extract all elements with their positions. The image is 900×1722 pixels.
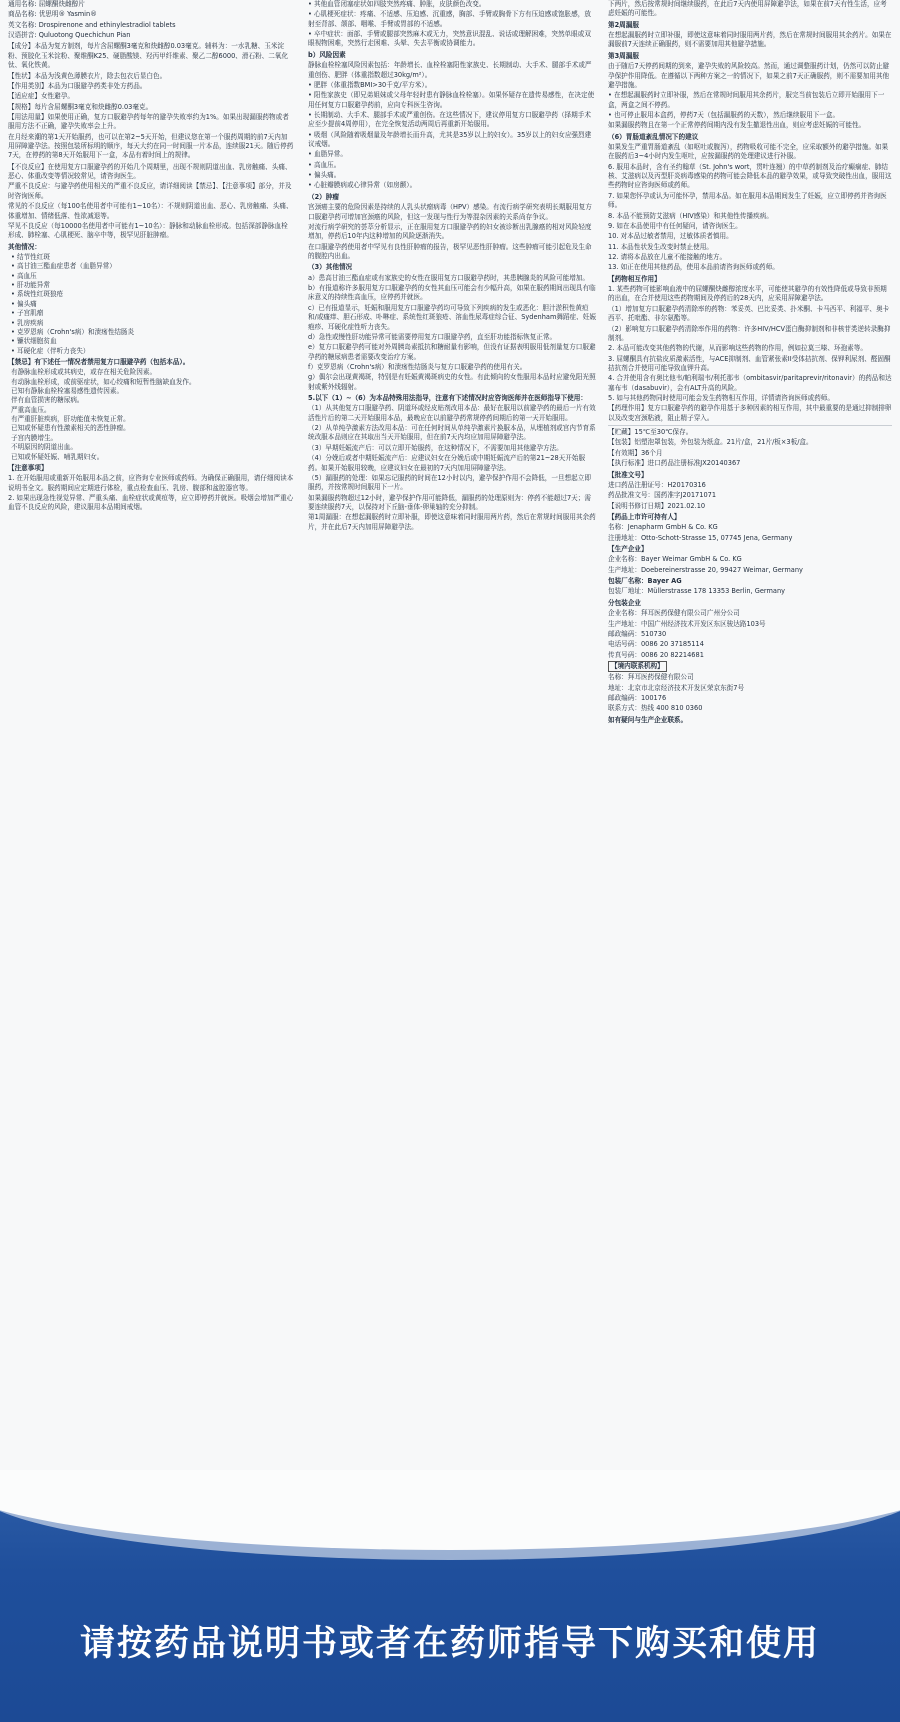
week3-title: 第3周漏服: [608, 51, 639, 60]
list-item: 有动脉血栓形成，或前驱症状，如心绞痛和短暂性脑缺血发作。: [11, 377, 196, 386]
paragraph: • 吸烟（风险随着吸烟量及年龄增长而升高，尤其是35岁以上的妇女）。35岁以上的妇女应强烈建议戒烟。: [308, 130, 592, 149]
numbered-item: 7. 如果您怀孕或认为可能怀孕，禁用本品。如在服用本品期间发生了妊娠，应立即停药并咨询医师。: [608, 191, 887, 210]
paragraph: 如果漏服药物且在第一个正常停药间期内没有发生撤退性出血，则应考虑妊娠的可能性。: [608, 121, 866, 130]
tumor-title: （2）肿瘤: [308, 192, 339, 201]
leaflet-column-3: [608, 0, 892, 1456]
numbered-item: 13. 如正在使用其他药品，使用本品前请咨询医师或药师。: [608, 263, 779, 272]
paragraph: • 卒中症状：面部、手臂或腿部突然麻木或无力，突然意识混乱、说话或理解困难，突然单眼或双眼视物困难，突然行走困难、头晕、失去平衡或协调能力。: [308, 30, 591, 48]
numbered-item: 10. 对本品过敏者禁用，过敏体质者慎用。: [608, 232, 733, 241]
list-item: • 镰状细胞贫血: [11, 337, 57, 346]
precaution-title: 【注意事项】: [8, 463, 48, 472]
paragraph: 对流行病学研究的荟萃分析显示，正在服用复方口服避孕药的妇女被诊断出乳腺癌的相对风险轻度增加，停药后10年内这种增加的风险逐渐消失。: [308, 222, 592, 241]
category-section: 【作用类别】本品为口服避孕药类非处方药品。: [8, 81, 147, 90]
numbered-item: 9. 如在本品使用中有任何疑问，请咨询医生。: [608, 221, 742, 230]
composition-section: 【成分】本品为复方制剂，每片含屈螺酮3毫克和炔雌醇0.03毫克。辅料为：一水乳糖、玉米淀粉、预胶化玉米淀粉、聚维酮K25、硬脂酸镁、羟丙甲纤维素、聚乙二醇6000、滑石粉、二氧化钛、氧化铁黄。: [8, 42, 289, 70]
list-item: • 高甘油三酯血症患者（血脂异常）: [11, 262, 116, 271]
distributor-item: 生产地址：中国广州经济技术开发区东区骏达路103号: [608, 619, 766, 628]
paragraph: f）克罗恩病（Crohn's病）和溃疡性结肠炎与复方口服避孕药的使用有关。: [308, 362, 527, 371]
validity-section: 【有效期】36个月: [608, 448, 663, 457]
list-item: 有静脉血栓形成或其病史，或存在相关危险因素。: [11, 368, 157, 377]
other-conditions-title: （3）其他情况: [308, 263, 353, 272]
footer-slogan: 请按药品说明书或者在药师指导下购买和使用: [79, 1624, 820, 1664]
list-item: 已知或怀疑患有性激素相关的恶性肿瘤。: [11, 424, 130, 433]
paragraph: b）有报道称许多服用复方口服避孕药的女性其血压可能会有少幅升高，如果在服药期间出现具有临床意义的持续性高血压，应停药并就医。: [308, 284, 596, 302]
paragraph: 在口服避孕药使用者中罕见有良性肝肿瘤的报告，极罕见恶性肝肿瘤。这些肿瘤可能引起危及生命的腹腔内出血。: [308, 242, 592, 260]
paragraph: • 血脂异常。: [308, 150, 347, 159]
paragraph: 宫颈癌主要的危险因素是持续的人乳头状瘤病毒（HPV）感染。有流行病学研究表明长期服用复方口服避孕药可增加宫颈癌的风险，但这一发现与性行为等混杂因素的关系尚存争议。: [308, 203, 592, 221]
paragraph: • 其他血管闭塞症状如四肢突然疼痛、肿胀，皮肤颜色改变。: [308, 0, 486, 8]
list-item: 不明原因的阴道出血。: [11, 443, 77, 452]
precaution-item: 1. 在开始服用或重新开始服用本品之前，应咨询专业医师或药师。为确保正确服用，请仔细阅读本说明书全文。服药期间应定期进行体检，重点检查血压、乳房、腹部和盆腔器官等。: [8, 474, 294, 492]
paragraph: 4. 合并使用含有奥比他韦/帕利瑞韦/利托那韦（ombitasvir/paritaprevir/ritonavir）的药品和达塞布韦（dasabuvir），会有ALT升高的风险。: [608, 374, 892, 392]
paragraph: 由于随后7天停药间期的到来，避孕失败的风险较高。然而，通过调整服药计划，仍然可以防止避孕保护作用降低。在遵循以下两种方案之一的情况下，如果之前7天正确服药，则不需要加用其他避孕措施。: [608, 62, 890, 89]
precaution-item: 2. 如果出现急性视觉异常、严重头痛、血栓症状或黄疸等，应立即停药并就医。吸烟会增加严重心血管不良反应的风险，建议服用本品期间戒烟。: [8, 493, 294, 512]
contact-item: 名称：拜耳医药保健有限公司: [608, 673, 694, 682]
packager-item: 包装厂地址：Müllerstrasse 178 13353 Berlin, Germany: [608, 587, 786, 596]
package-section: 【包装】铝塑泡罩包装，外包装为纸盒。21片/盒，21片/板×3板/盒。: [608, 438, 813, 447]
list-item: 严重高血压。: [11, 405, 51, 414]
gi-title: （6）胃肠道紊乱情况下的建议: [608, 132, 699, 141]
list-item: • 系统性红斑狼疮: [11, 290, 64, 299]
approval-item: 药品批准文号：国药准字J20171071: [608, 491, 717, 500]
list-item: • 耳硬化症（伴听力丧失）: [11, 346, 90, 355]
paragraph: g）偶尔会出现黄褐斑，特别是有妊娠黄褐斑病史的女性。有此倾向的女性服用本品时应避免阳光照射或紫外线辐射。: [308, 373, 596, 391]
paragraph: c）已有报道显示，妊娠和服用复方口服避孕药均可导致下列疾病的发生或恶化：胆汁淤积性黄疸和/或瘙痒、胆石形成、卟啉症、系统性红斑狼疮、溶血性尿毒症综合征、Sydenham舞蹈症、妊娠疱疹、耳硬化症性听力丧失。: [308, 303, 596, 331]
contact-item: 邮政编码：100176: [608, 694, 667, 703]
paragraph: • 也可停止服用本盒药，停药7天（包括漏服药的天数），然后继续服用下一盒。: [608, 110, 840, 119]
risk-factors-title: b）风险因素: [308, 50, 346, 59]
paragraph: • 心肌梗死症状：疼痛、不适感、压迫感、沉重感，胸部、手臂或胸骨下方有压迫感或饱胀感，放射至背部、颌部、咽喉、手臂或胃部的不适感。: [308, 10, 591, 28]
list-item: • 结节性红斑: [11, 252, 50, 261]
usage-detail: 在月经来潮的第1天开始服药，也可以在第2~5天开始，但建议您在第一个服药周期的前7天内加用屏障避孕法。按照包装所标明的顺序，每天大约在同一时间服一片本品，连续服21天。随后停药7天，在停药的第8天开始服用下一盒，本品有着时间上的规律。: [8, 132, 294, 160]
numbered-item: 8. 本品不能预防艾滋病（HIV感染）和其他性传播疾病。: [608, 211, 773, 220]
paragraph: 下两片，然后按常规时间继续服药，在此后7天内使用屏障避孕法，如果在前7天有性生活，应考虑妊娠的可能性。: [608, 0, 887, 18]
serious-adverse: 严重不良反应：与避孕药使用相关的严重不良反应，请详细阅读【禁忌】、【注意事项】部分，并及时咨询医师。: [8, 182, 292, 200]
interaction-title: 【药物相互作用】: [608, 274, 661, 283]
distributor-item: 电话号码：0086 20 37185114: [608, 640, 704, 649]
paragraph: （4）分娩后或者中期妊娠流产后：应建议妇女在分娩后或中期妊娠流产后的第21~28天开始服药。如果开始服用较晚，应建议妇女在最初的7天内加用屏障避孕法。: [308, 454, 586, 472]
character-section: 【性状】本品为浅黄色薄膜衣片，除去包衣后显白色。: [8, 71, 167, 80]
numbered-item: 11. 本品性状发生改变时禁止使用。: [608, 242, 713, 251]
paragraph: • 偏头痛。: [308, 171, 341, 180]
mah-item: 注册地址：Otto-Schott-Strasse 15, 07745 Jena, Germany: [608, 533, 793, 542]
paragraph: a）患高甘油三酯血症或有家族史的女性在服用复方口服避孕药时，其患胰腺炎的风险可能增加。: [308, 273, 589, 282]
paragraph: • 高血压。: [308, 160, 341, 169]
leaflet-column-1: [8, 0, 294, 1456]
other-conditions-title: 其他情况：: [8, 242, 41, 251]
contact-item: 地址：北京市北京经济技术开发区荣京东街7号: [608, 683, 745, 692]
generic-name: 通用名称: 屈螺酮炔雌醇片: [8, 0, 85, 8]
special-usage-title: 5.以下（1）~（6）为本品特殊用法指导，注意有下述情况时应咨询医师并在医师指导下使用：: [308, 394, 587, 403]
paragraph: 在想起漏服药时立即补服，即使这意味着同时服用两片药，然后在常规时间服用其余药片。如果在漏服前7天连续正确服药，则不需要加用其他避孕措施。: [608, 31, 892, 49]
other-conditions-list: [8, 253, 294, 356]
approval-title: 【批准文号】: [608, 470, 648, 479]
common-adverse: 常见的不良反应（每100名使用者中可能有1~10名）：不规则阴道出血、恶心、乳房触痛、头痛、体重增加、情绪低落、性欲减退等。: [8, 202, 293, 220]
standard-section: 【执行标准】进口药品注册标准JX20140367: [608, 459, 741, 468]
paragraph: （5）漏服药的处理：如果忘记服药的时间在12小时以内，避孕保护作用不会降低，一旦想起立即服药，并按常规时间服用下一片。: [308, 473, 591, 492]
brand-name: 商品名称: 优思明® Yasmin®: [8, 10, 97, 19]
english-name: 英文名称: Drospirenone and ethinylestradiol tablets: [8, 20, 176, 29]
paragraph: • 心脏瓣膜病或心律异常（如房颤）。: [308, 181, 417, 190]
paragraph: （1）增加复方口服避孕药清除率的药物：苯妥英、巴比妥类、扑米酮、卡马西平、利福平、奥卡西平、托吡酯、非尔氨酯等。: [608, 304, 890, 323]
approval-item: 进口药品注册证号：H20170316: [608, 480, 706, 489]
packager-title: 包装厂名称：Bayer AG: [608, 577, 682, 586]
list-item: • 高血压: [11, 271, 37, 280]
list-item: 已知有静脉血栓栓塞易感性遗传因素。: [11, 387, 124, 396]
paragraph: 第1周漏服：在想起漏服药时立即补服，即使这意味着同时服用两片药，然后在常规时间服用其余药片，并在此后7天内加用屏障避孕法。: [308, 513, 596, 531]
list-item: 已知或怀疑妊娠、哺乳期妇女。: [11, 452, 104, 461]
paragraph: • 肥胖（体重指数BMI>30千克/平方米）。: [308, 80, 432, 89]
distributor-item: 邮政编码：510730: [608, 629, 667, 638]
list-item: • 乳房疾病: [11, 318, 44, 327]
list-item: • 克罗恩病（Crohn's病）和溃疡性结肠炎: [11, 327, 135, 336]
footer-banner: [0, 1470, 900, 1722]
contraindication-list: [8, 368, 294, 462]
paragraph: • 在想起漏服药时立即补服，然后在常规时间服用其余药片，服完当前包装后立即开始服用下一盒，两盒之间不停药。: [608, 91, 885, 109]
paragraph: e）复方口服避孕药可能对外周胰岛素抵抗和糖耐量有影响，但没有证据表明服用低剂量复方口服避孕药的糖尿病患者需要改变治疗方案。: [308, 343, 596, 361]
paragraph: 静脉血栓栓塞风险因素包括：年龄增长、血栓栓塞阳性家族史、长期制动、大手术、腿部手术或严重创伤、肥胖（体重指数超过30kg/m²）。: [308, 61, 592, 79]
mah-title: 【药品上市许可持有人】: [608, 512, 681, 521]
banner-curve-highlight: [0, 1470, 900, 1560]
adverse-section: 【不良反应】在使用复方口服避孕药的开始几个周期里，出现不规则阴道出血、乳房触痛、头痛、恶心、体重改变等情况较常见，请咨询医生。: [8, 162, 292, 181]
paragraph: • 长期制动、大手术、腿部手术或严重创伤。在这些情况下，建议停用复方口服避孕药（择期手术应至少提前4周停用），在完全恢复活动两周后再重新开始服用。: [308, 110, 591, 129]
indication-section: 【适应症】女性避孕。: [8, 92, 74, 101]
usage-section: 【用法用量】如果使用正确，复方口服避孕药每年的避孕失败率约为1%。如果出现漏服药物或者服用方法不正确，避孕失败率会上升。: [8, 112, 289, 131]
leaflet-column-2: [308, 0, 596, 1456]
manufacturer-item: 生产地址：Doebereinerstrasse 20, 99427 Weimar, Germany: [608, 565, 803, 574]
list-item: • 偏头痛: [11, 299, 37, 308]
paragraph: 1. 某些药物可能影响血液中的屈螺酮炔雌醇浓度水平，可能使其避孕的有效性降低或导致非预期的出血，在合并使用这些药物期间及停药后的28天内，应采用屏障避孕法。: [608, 285, 887, 303]
list-item: 子宫内膜增生。: [11, 433, 58, 442]
spec-section: 【规格】每片含屈螺酮3毫克和炔雌醇0.03毫克。: [8, 102, 153, 111]
distributor-item: 企业名称：拜耳医药保健有限公司广州分公司: [608, 609, 740, 618]
list-item: 有严重肝脏疾病，肝功能值未恢复正常。: [11, 415, 130, 424]
manufacturer-title: 【生产企业】: [608, 545, 648, 554]
paragraph: 3. 屈螺酮具有抗盐皮质激素活性，与ACE抑制剂、血管紧张素II受体拮抗剂、保钾利尿剂、醛固酮拮抗剂合并使用可能导致血钾升高。: [608, 354, 891, 372]
pinyin-name: 汉语拼音: Quluotong Quechichun Pian: [8, 31, 131, 40]
paragraph: （2）从单纯孕激素方法改用本品：可在任何时间从单纯孕激素片换服本品，从埋植剂或宫内节育系统改服本品则应在其取出当天开始服用，但在前7天内均应加用屏障避孕法。: [308, 424, 596, 442]
paragraph: 如果漏服药物超过12小时，避孕保护作用可能降低，漏服药的处理原则为：停药不能超过7天；需要连续服药7天，以保持对下丘脑-垂体-卵巢轴的充分抑制。: [308, 493, 591, 511]
distributor-title: 分包装企业: [608, 598, 641, 607]
revision-date: 【说明书修订日期】2021.02.10: [608, 501, 706, 510]
divider: [608, 425, 892, 426]
contact-title: 【境内联系机构】: [608, 661, 667, 672]
paragraph: d）急性或慢性肝功能异常可能需要停用复方口服避孕药，直至肝功能指标恢复正常。: [308, 332, 557, 341]
manufacturer-item: 企业名称：Bayer Weimar GmbH & Co. KG: [608, 555, 742, 564]
paragraph: （2）影响复方口服避孕药清除率作用的药物：许多HIV/HCV蛋白酶抑制剂和非核苷类逆转录酶抑制剂。: [608, 324, 891, 342]
storage-section: 【贮藏】15℃至30℃保存。: [608, 428, 693, 437]
list-item: • 肝功能异常: [11, 281, 50, 290]
contraindication-title: 【禁忌】有下述任一情况者禁用复方口服避孕药（包括本品）。: [8, 357, 190, 366]
paragraph: （3）早期妊娠流产后：可以立即开始服药，在这种情况下，不需要加用其他避孕方法。: [308, 443, 563, 452]
numbered-item: 12. 请将本品放在儿童不能接触的地方。: [608, 252, 727, 261]
paragraph: • 阳性家族史（即兄弟姐妹或父母年轻时患有静脉血栓栓塞）。如果怀疑存在遗传易感性，在决定使用任何复方口服避孕药前，应向专科医生咨询。: [308, 91, 595, 109]
contact-item: 联系方式：热线 400 810 0360: [608, 704, 703, 713]
paragraph: 如果发生严重胃肠道紊乱（如呕吐或腹泻），药物吸收可能不完全，应采取额外的避孕措施。如果在服药后3~4小时内发生呕吐，应按漏服药的处理建议进行补服。: [608, 143, 889, 161]
paragraph: 5. 如与其他药物同时使用可能会发生药物相互作用，详情请咨询医师或药师。: [608, 394, 834, 403]
closing-note: 如有疑问与生产企业联系。: [608, 715, 688, 724]
pharmacology-section: 【药理作用】复方口服避孕药的避孕作用基于多种因素的相互作用，其中最重要的是通过抑制排卵以及改变宫颈粘液，阻止精子穿入。: [608, 404, 892, 422]
week2-title: 第2周漏服: [608, 20, 639, 29]
mah-item: 名称：Jenapharm GmbH & Co. KG: [608, 523, 718, 532]
list-item: • 子宫肌瘤: [11, 309, 44, 318]
numbered-item: 6. 服用本品时，含有圣约翰草（St. John's wort，贯叶连翘）的中草药制剂及治疗癫痫症、肺结核、艾滋病以及丙型肝炎病毒感染的药物可能会降低本品的避孕效果，或导致突破性出血，服用这些药物时应咨询医师或药师。: [608, 162, 892, 190]
distributor-item: 传真号码：0086 20 82214681: [608, 650, 704, 659]
paragraph: （1）从其他复方口服避孕药、阴道环或经皮贴剂改用本品：最好在服用以前避孕药的最后一片有效活性片后的第二天开始服用本品，最晚应在以前避孕药常规停药间期后的第一天开始服用。: [308, 404, 596, 422]
list-item: 伴有血管损害的糖尿病。: [11, 396, 84, 405]
rare-adverse: 罕见不良反应（每10000名使用者中可能有1~10名）：静脉和动脉血栓形成。包括深部静脉血栓形成、肺栓塞、心肌梗死、脑卒中等，极罕见肝脏肿瘤。: [8, 221, 288, 240]
paragraph: 2. 本品可能改变其他药物的代谢，从而影响这些药物的作用，例如拉莫三嗪、环孢素等。: [608, 344, 867, 353]
